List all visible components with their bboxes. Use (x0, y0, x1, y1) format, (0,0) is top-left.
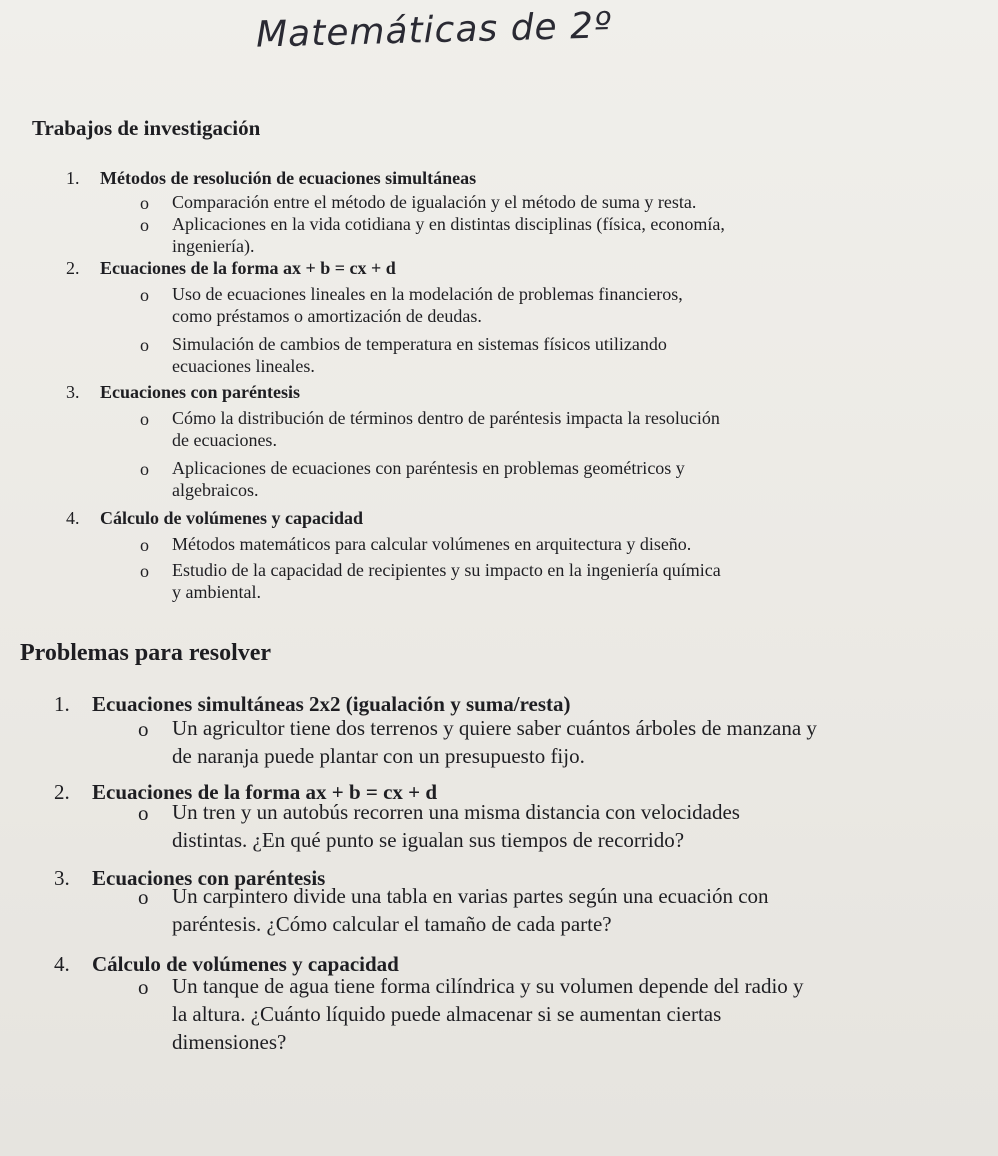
bullet-marker: o (140, 285, 149, 305)
bullet-text-line: ingeniería). (172, 236, 255, 256)
item-number: 1. (54, 692, 70, 716)
bullet-marker: o (140, 215, 149, 235)
item-title: Métodos de resolución de ecuaciones simultáneas (100, 168, 477, 188)
bullet-text-line: Estudio de la capacidad de recipientes y su impacto en la ingeniería química (172, 560, 721, 580)
bullet-text-line: Un carpintero divide una tabla en varias partes según una ecuación con (172, 884, 769, 908)
bullet-marker: o (140, 193, 149, 213)
bullet-text-line: paréntesis. ¿Cómo calcular el tamaño de cada parte? (172, 912, 612, 936)
bullet-text-line: Un agricultor tiene dos terrenos y quiere saber cuántos árboles de manzana y (172, 716, 817, 740)
item-title: Cálculo de volúmenes y capacidad (92, 952, 399, 976)
bullet-text-line: Comparación entre el método de igualación y el método de suma y resta. (172, 192, 697, 212)
bullet-text-line: Un tanque de agua tiene forma cilíndrica y su volumen depende del radio y (172, 974, 804, 998)
item-title: Ecuaciones de la forma ax + b = cx + d (100, 258, 396, 278)
bullet-marker: o (140, 335, 149, 355)
bullet-marker: o (138, 975, 149, 999)
bullet-text-line: Aplicaciones de ecuaciones con paréntesis en problemas geométricos y (172, 458, 685, 478)
bullet-text-line: Aplicaciones en la vida cotidiana y en distintas disciplinas (física, economía, (172, 214, 725, 234)
handwritten-title: Matemáticas de 2º (255, 5, 613, 56)
item-title: Ecuaciones con paréntesis (100, 382, 300, 402)
item-number: 3. (66, 382, 80, 402)
item-title: Ecuaciones simultáneas 2x2 (igualación y suma/resta) (92, 692, 571, 716)
bullet-text-line: dimensiones? (172, 1030, 287, 1054)
bullet-marker: o (138, 717, 149, 741)
section-title-investigacion: Trabajos de investigación (32, 116, 261, 140)
bullet-text-line: distintas. ¿En qué punto se igualan sus tiempos de recorrido? (172, 828, 685, 852)
bullet-text-line: Simulación de cambios de temperatura en sistemas físicos utilizando (172, 334, 667, 354)
item-number: 2. (66, 258, 80, 278)
bullet-marker: o (140, 535, 149, 555)
item-number: 1. (66, 168, 80, 188)
bullet-text-line: Cómo la distribución de términos dentro de paréntesis impacta la resolución (172, 408, 720, 428)
bullet-text-line: como préstamos o amortización de deudas. (172, 306, 482, 326)
bullet-marker: o (140, 561, 149, 581)
item-number: 4. (54, 952, 70, 976)
item-number: 3. (54, 866, 70, 890)
bullet-text-line: Métodos matemáticos para calcular volúmenes en arquitectura y diseño. (172, 534, 692, 554)
bullet-marker: o (140, 409, 149, 429)
item-title: Ecuaciones de la forma ax + b = cx + d (92, 780, 438, 804)
bullet-text-line: y ambiental. (172, 582, 261, 602)
item-title: Ecuaciones con paréntesis (92, 866, 326, 890)
section-title-problemas: Problemas para resolver (20, 640, 272, 666)
item-number: 2. (54, 780, 70, 804)
bullet-marker: o (140, 459, 149, 479)
bullet-marker: o (138, 885, 149, 909)
bullet-text-line: ecuaciones lineales. (172, 356, 315, 376)
bullet-text-line: Un tren y un autobús recorren una misma distancia con velocidades (172, 800, 740, 824)
bullet-text-line: de naranja puede plantar con un presupuesto fijo. (172, 744, 585, 768)
item-number: 4. (66, 508, 80, 528)
bullet-text-line: algebraicos. (172, 480, 259, 500)
bullet-text-line: la altura. ¿Cuánto líquido puede almacenar si se aumentan ciertas (172, 1002, 722, 1026)
bullet-text-line: de ecuaciones. (172, 430, 277, 450)
bullet-text-line: Uso de ecuaciones lineales en la modelación de problemas financieros, (172, 284, 683, 304)
item-title: Cálculo de volúmenes y capacidad (100, 508, 364, 528)
bullet-marker: o (138, 801, 149, 825)
